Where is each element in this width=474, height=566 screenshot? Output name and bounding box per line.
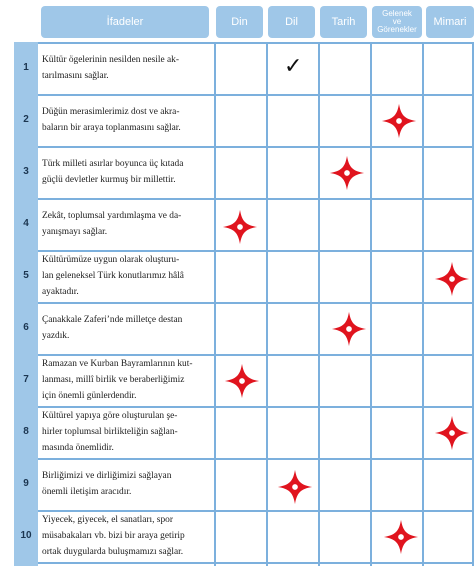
header-mimari-label: Mimari <box>433 16 467 28</box>
row-number: 6 <box>23 322 29 333</box>
row-number: 8 <box>23 426 29 437</box>
row-number: 9 <box>23 478 29 489</box>
grid-line <box>38 562 474 564</box>
header-gelenek-label: Gelenek ve Görenekler <box>377 9 417 34</box>
table-row <box>14 94 474 146</box>
star-mark-icon <box>380 102 418 140</box>
statement-text: Kültürümüze uygun olarak oluşturu- lan geleneksel Türk konutlarımız hâlâ ayaktadır. <box>42 255 184 297</box>
row-number: 3 <box>23 166 29 177</box>
checkmark-icon: ✓ <box>284 54 303 79</box>
star-mark-icon <box>330 310 368 348</box>
table-row <box>14 406 474 458</box>
header-gelenek <box>372 6 422 38</box>
row-number: 1 <box>23 62 29 73</box>
table-row <box>14 354 474 406</box>
statement-text: Türk milleti asırlar boyunca üç kıtada güçlü devletler kurmuş bir millettir. <box>42 159 184 185</box>
statement-text: Birliğimizi ve dirliğimizi sağlayan önemli iletişim aracıdır. <box>42 471 172 497</box>
header-ifadeler <box>41 6 209 38</box>
statement-text: Zekât, toplumsal yardımlaşma ve da- yanışmayı sağlar. <box>42 211 182 237</box>
statement-text: Kültürel yapıya göre oluşturulan şe- hirler toplumsal birlikteliğin sağlan- masında önemlidir. <box>42 411 178 453</box>
star-mark-icon <box>221 208 259 246</box>
table-row <box>14 42 474 94</box>
header-dil-label: Dil <box>285 16 298 28</box>
row-number: 5 <box>23 270 29 281</box>
header-din <box>216 6 263 38</box>
table-row <box>14 198 474 250</box>
header-dil <box>268 6 315 38</box>
header-mimari <box>426 6 474 38</box>
table-row <box>14 146 474 198</box>
table-row <box>14 458 474 510</box>
table-row <box>14 302 474 354</box>
star-mark-icon <box>433 414 471 452</box>
header-tarih-label: Tarih <box>331 16 356 28</box>
row-number: 4 <box>23 218 29 229</box>
statement-text: Kültür ögelerinin nesilden nesile ak- tarılmasını sağlar. <box>42 55 179 81</box>
star-mark-icon <box>223 362 261 400</box>
header-ifadeler-label: İfadeler <box>106 16 144 28</box>
star-mark-icon <box>433 260 471 298</box>
row-number: 10 <box>20 530 32 541</box>
row-number: 2 <box>23 114 29 125</box>
row-number: 7 <box>23 374 29 385</box>
statement-text: Düğün merasimlerimiz dost ve akra- baların bir araya toplanmasını sağlar. <box>42 107 181 133</box>
star-mark-icon <box>382 518 420 556</box>
star-mark-icon <box>328 154 366 192</box>
statement-text: Yiyecek, giyecek, el sanatları, spor müsabakaları vb. bizi bir araya getirip ortak duygularda buluşmamızı sağlar. <box>42 515 185 557</box>
statement-text: Ramazan ve Kurban Bayramlarının kut- lanması, millî birlik ve beraberliğimiz için önemli günlerdendir. <box>42 359 193 401</box>
table-row <box>14 510 474 562</box>
header-tarih <box>320 6 367 38</box>
header-din-label: Din <box>231 16 248 28</box>
statements-table <box>14 42 474 566</box>
statement-text: Çanakkale Zaferi’nde milletçe destan yazdık. <box>42 315 183 341</box>
star-mark-icon <box>276 468 314 506</box>
table-row <box>14 250 474 302</box>
